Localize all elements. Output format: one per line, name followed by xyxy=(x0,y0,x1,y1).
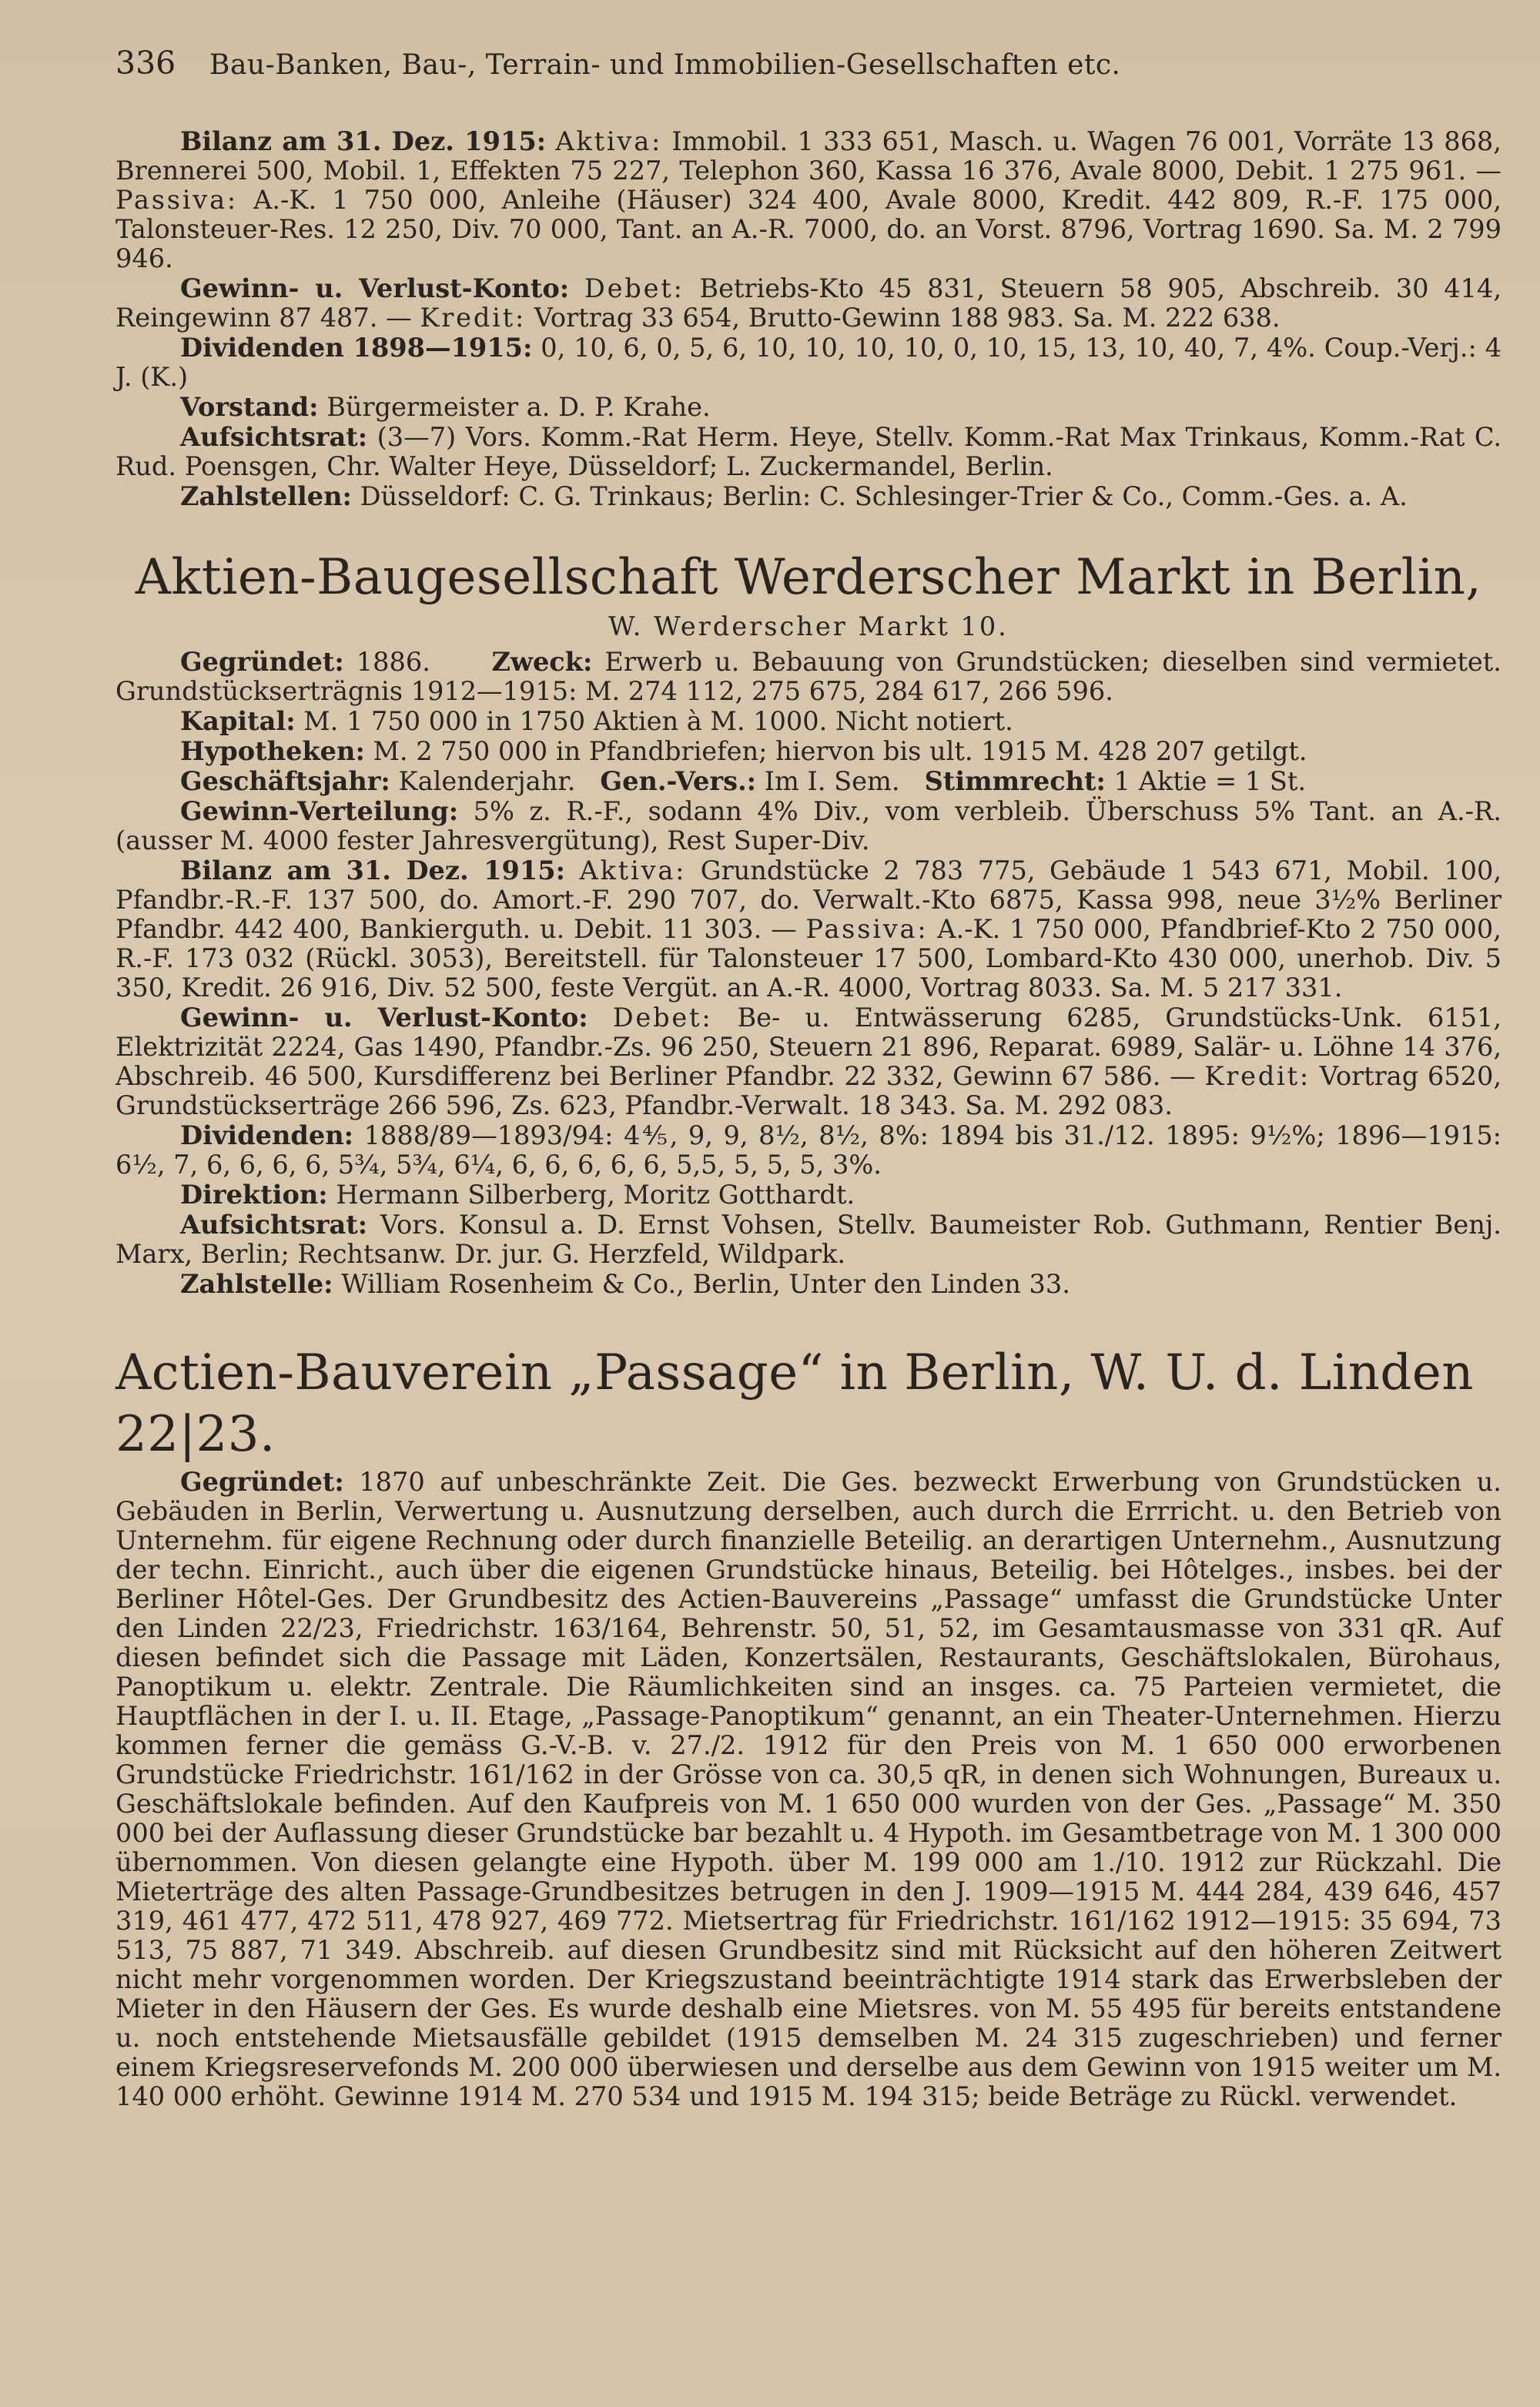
fiscal-year-paragraph: Geschäftsjahr: Kalenderjahr. Gen.-Vers.: Im I. Sem. Stimmrecht: 1 Aktie = 1 St. xyxy=(180,765,1307,796)
paying-agents-paragraph: Zahlstellen: Düsseldorf: C. G. Trinkaus; Berlin: C. Schlesinger-Trier & Co., Comm.-Ges. a. A. xyxy=(180,480,1408,511)
mortgages-paragraph: Hypotheken: M. 2 750 000 in Pfandbriefen; hiervon bis ult. 1915 M. 428 207 getilgt. xyxy=(180,735,1307,766)
supervisory-board-paragraph: Aufsichtsrat: (3—7) Vors. Komm.-Rat Herm. Heye, Stellv. Komm.-Rat Max Trinkaus, Komm.-Rat C. Rud. Poensgen, Chr. Walter Heye, Düsseldorf; L. Zuckermandel, Berlin. xyxy=(116,421,1502,481)
supervisory-board-paragraph-2: Aufsichtsrat: Vors. Konsul a. D. Ernst Vohsen, Stellv. Baumeister Rob. Guthmann, Rentier Benj. Marx, Berlin; Rechtsanw. Dr. jur. G. Herzfeld, Wildpark. xyxy=(116,1209,1502,1269)
profit-distribution-paragraph: Gewinn-Verteilung: 5% z. R.-F., sodann 4% Div., vom verbleib. Überschuss 5% Tant. an A.-R. (ausser M. 4000 fester Jahresvergütung), Rest Super-Div. xyxy=(116,795,1502,855)
company-title-passage: Actien-Bauverein „Passage“ in Berlin, W. U. d. Linden 22|23. xyxy=(116,1344,1474,1463)
dividends-paragraph-2: Dividenden: 1888/89—1893/94: 4⅘, 9, 9, 8½, 8½, 8%: 1894 bis 31./12. 1895: 9½%; 1896—1915: 6½, 7, 6, 6, 6, 6, 5¾, 5¾, 6¼, 6, 6, 6, 6, 6, 5,5, 5, 5, 5, 3%. xyxy=(116,1120,1502,1180)
balance-sheet-paragraph-2: Bilanz am 31. Dez. 1915: Aktiva: Grundstücke 2 783 775, Gebäude 1 543 671, Mobil. 100, Pfandbr.-R.-F. 137 500, do. Amort.-F. 290 707, do. Verwalt.-Kto 6875, Kassa 998, neue 3½% Berliner Pfandbr. 442 400, Bankierguth. u. Debit. 11 303. — Passiva: A.-K. 1 750 000, Pfandbrief-Kto 2 750 000, R.-F. 173 032 (Rückl. 3053), Bereitstell. für Talonsteuer 17 500, Lombard-Kto 430 000, unerhob. Div. 5 350, Kredit. 26 916, Div. 52 500, feste Vergüt. an A.-R. 4000, Vortrag 8033. Sa. M. 5 217 331. xyxy=(116,855,1502,1003)
directors-paragraph: Direktion: Hermann Silberberg, Moritz Gotthardt. xyxy=(180,1179,855,1210)
page-number: 336 xyxy=(116,45,176,82)
company-address: W. Werderscher Markt 10. xyxy=(608,611,1009,641)
balance-sheet-paragraph: Bilanz am 31. Dez. 1915: Aktiva: Immobil. 1 333 651, Masch. u. Wagen 76 001, Vorräte 13 868, Brennerei 500, Mobil. 1, Effekten 75 227, Telephon 360, Kassa 16 376, Avale 8000, Debit. 1 275 961. — Passiva: A.-K. 1 750 000, Anleihe (Häuser) 324 400, Avale 8000, Kredit. 442 809, R.-F. 175 000, Talonsteuer-Res. 12 250, Div. 70 000, Tant. an A.-R. 7000, do. an Vorst. 8796, Vortrag 1690. Sa. M. 2 799 946. xyxy=(116,126,1502,273)
dividends-paragraph: Dividenden 1898—1915: 0, 10, 6, 0, 5, 6, 10, 10, 10, 10, 0, 10, 15, 13, 10, 40, 7, 4%. Coup.-Verj.: 4 J. (K.) xyxy=(116,332,1502,392)
founded-purpose-paragraph: Gegründet: 1886. Zweck: Erwerb u. Bebauung von Grundstücken; dieselben sind vermietet. Grundstückserträgnis 1912—1915: M. 274 112, 275 675, 284 617, 266 596. xyxy=(116,646,1502,706)
page-header xyxy=(116,45,1502,99)
passage-description-paragraph: Gegründet: 1870 auf unbeschränkte Zeit. Die Ges. bezweckt Erwerbung von Grundstücken u. Gebäuden in Berlin, Verwertung u. Ausnutzung derselben, auch durch die Errricht. u. den Betrieb von Unternehm. für eigene Rechnung oder durch finanzielle Beteilig. an derartigen Unternehm., Ausnutzung der techn. Einricht., auch über die eigenen Grundstücke hinaus, Beteilig. bei Hôtelges., insbes. bei der Berliner Hôtel-Ges. Der Grundbesitz des Actien-Bauvereins „Passage“ umfasst die Grundstücke Unter den Linden 22/23, Friedrichstr. 163/164, Behrenstr. 50, 51, 52, im Gesamtausmasse von 331 qR. Auf diesen befindet sich die Passage mit Läden, Konzertsälen, Restaurants, Geschäftslokalen, Bürohaus, Panoptikum u. elektr. Zentrale. Die Räumlichkeiten sind an insges. ca. 75 Parteien vermietet, die Hauptflächen in der I. u. II. Etage, „Passage-Panoptikum“ genannt, an ein Theater-Unternehmen. Hierzu kommen ferner die gemäss G.-V.-B. v. 27./2. 1912 für den Preis von M. 1 650 000 erworbenen Grundstücke Friedrichstr. 161/162 in der Grösse von ca. 30,5 qR, in denen sich Wohnungen, Bureaux u. Geschäftslokale befinden. Auf den Kaufpreis von M. 1 650 000 wurden von der Ges. „Passage“ M. 350 000 bei der Auflassung dieser Grundstücke bar bezahlt u. 4 Hypoth. im Gesamtbetrage von M. 1 300 000 übernommen. Von diesen gelangte eine Hypoth. über M. 199 000 am 1./10. 1912 zur Rückzahl. Die Mieterträge des alten Passage-Grundbesitzes betrugen in den J. 1909—1915 M. 444 284, 439 646, 457 319, 461 477, 472 511, 478 927, 469 772. Mietsertrag für Friedrichstr. 161/162 1912—1915: 35 694, 73 513, 75 887, 71 349. Abschreib. auf diesen Grundbesitz sind mit Rücksicht auf den höheren Zeitwert nicht mehr vorgenommen worden. Der Kriegszustand beeinträchtigte 1914 stark das Erwerbsleben der Mieter in den Häusern der Ges. Es wurde deshalb eine Mietsres. von M. 55 495 für bereits entstandene u. noch entstehende Mietsausfälle gebildet (1915 demselben M. 24 315 zugeschrieben) und ferner einem Kriegsreservefonds M. 200 000 überwiesen und derselbe aus dem Gewinn von 1915 weiter um M. 140 000 erhöht. Gewinne 1914 M. 270 534 und 1915 M. 194 315; beide Beträge zu Rückl. verwendet. xyxy=(116,1466,1502,2111)
board-paragraph: Vorstand: Bürgermeister a. D. P. Krahe. xyxy=(180,391,711,422)
paying-agent-paragraph: Zahlstelle: William Rosenheim & Co., Berlin, Unter den Linden 33. xyxy=(180,1268,1070,1299)
profit-loss-paragraph-2: Gewinn- u. Verlust-Konto: Debet: Be- u. Entwässerung 6285, Grundstücks-Unk. 6151, Elektrizität 2224, Gas 1490, Pfandbr.-Zs. 96 250, Steuern 21 896, Reparat. 6989, Salär- u. Löhne 14 376, Abschreib. 46 500, Kursdifferenz bei Berliner Pfandbr. 22 332, Gewinn 67 586. — Kredit: Vortrag 6520, Grundstückserträge 266 596, Zs. 623, Pfandbr.-Verwalt. 18 343. Sa. M. 292 083. xyxy=(116,1002,1502,1120)
capital-paragraph: Kapital: M. 1 750 000 in 1750 Aktien à M. 1000. Nicht notiert. xyxy=(180,705,1013,736)
profit-loss-paragraph: Gewinn- u. Verlust-Konto: Debet: Betriebs-Kto 45 831, Steuern 58 905, Abschreib. 30 414, Reingewinn 87 487. — Kredit: Vortrag 33 654, Brutto-Gewinn 188 983. Sa. M. 222 638. xyxy=(116,273,1502,333)
company-title-werderscher-markt: Aktien-Baugesellschaft Werderscher Markt in Berlin, xyxy=(135,549,1482,606)
running-title: Bau-Banken, Bau-, Terrain- und Immobilien-Gesellschaften etc. xyxy=(209,49,1121,81)
